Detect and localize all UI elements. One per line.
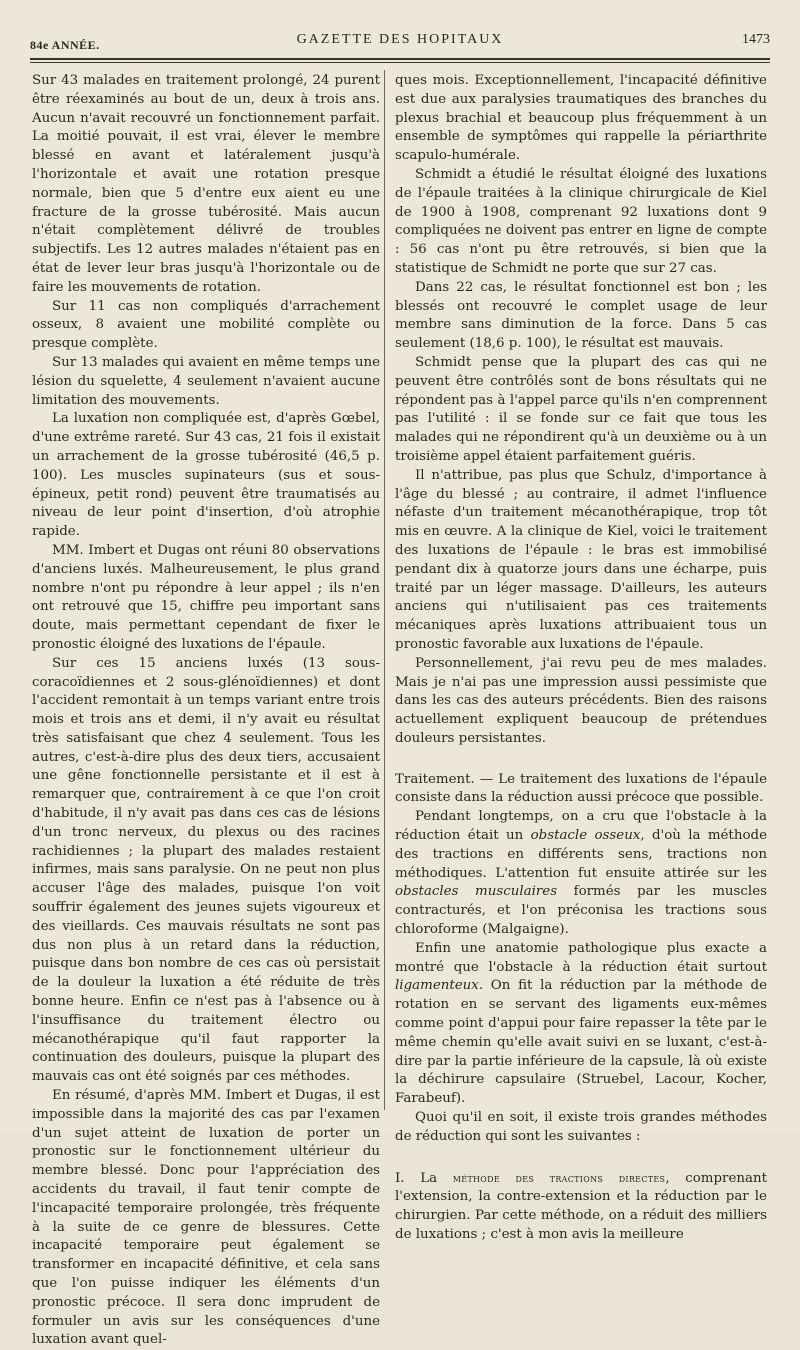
- paragraph: Sur ces 15 anciens luxés (13 sous-coracoïdiennes et 2 sous-glénoïdiennes) et dont l'accident remontait à un temps variant entre trois mois et trois ans et demi, il n'y avait eu résultat très satisfaisant que chez 4 seulement. Tous les autres, c'est-à-dire plus des deux tiers, accusaient une gêne fonctionnelle persistante et il est à remarquer que, contrairement à ce que l'on croit d'habitude, il n'y avait pas dans ces cas de lésions d'un tronc nerveux, du plexus ou des racines rachidiennes ; la plupart des malades restaient infirmes, mais sans paralysie. On ne peut non plus accuser l'âge des malades, puisque l'on voit souffrir également des jeunes sujets vigoureux et des vieillards. Ces mauvais résultats ne sont pas dus non plus à un retard dans la réduction, puisque dans bon nombre de ces cas où persistait de la douleur la luxation a été réduite de très bonne heure. Enfin ce n'est pas à l'absence ou à l'insuffisance du traitement électro ou mécanothérapique qu'il faut rapporter la continuation des douleurs, puisque la plupart des mauvais cas ont été soignés par ces méthodes.: [32, 655, 380, 1085]
- paragraph: Schmidt a étudié le résultat éloigné des luxations de l'épaule traitées à la clinique chirurgicale de Kiel de 1900 à 1908, comprenant 92 luxations dont 9 compliquées ne doivent pas entrer en ligne de compte : 56 cas n'ont pu être retrouvés, si bien que la statistique de Schmidt ne porte que sur 27 cas.: [395, 166, 767, 276]
- left-column: [32, 72, 380, 1348]
- section-traitement: Traitement. — Le traitement des luxations de l'épaule consiste dans la réduction aussi précoce que possible.: [395, 771, 767, 806]
- header-rule-thin: [30, 62, 770, 63]
- journal-title: GAZETTE DES HOPITAUX: [296, 32, 504, 47]
- issue-label: 84e ANNÉE.: [30, 38, 100, 52]
- paragraph: Quoi qu'il en soit, il existe trois grandes méthodes de réduction qui sont les suivantes :: [395, 1110, 767, 1144]
- small-caps-heading: méthode des tractions directes: [452, 1170, 666, 1185]
- paragraph: Sur 43 malades en traitement prolongé, 24 purent être réexaminés au bout de un, deux à trois ans. Aucun n'avait recouvré un fonctionnement parfait. La moitié pouvait, il est vrai, élever le membre blessé en avant et latéralement jusqu'à l'horizontale et avait une rotation presque normale, bien que 5 d'entre eux aient eu une fracture de la grosse tubérosité. Mais aucun n'était complètement délivré de troubles subjectifs. Les 12 autres malades n'étaient pas en état de lever leur bras jusqu'à l'horizontale ou de faire les mouvements de rotation.: [32, 73, 380, 295]
- paragraph: MM. Imbert et Dugas ont réuni 80 observations d'anciens luxés. Malheureusement, le plus grand nombre n'ont pu répondre à leur appel ; ils n'en ont retrouvé que 15, chiffre peu important sans doute, mais permettant cependant de fixer le pronostic éloigné des luxations de l'épaule.: [32, 542, 380, 652]
- paragraph: Schmidt pense que la plupart des cas qui ne peuvent être contrôlés sont de bons résultats qui ne répondent pas à l'appel parce qu'ils n'en comprennent pas l'utilité : il se fonde sur ce fait que tous les malades qui ne répondirent qu'à un deuxième ou à un troisième appel étaient parfaitement guéris.: [395, 354, 767, 464]
- paragraph: ques mois. Exceptionnellement, l'incapacité définitive est due aux paralysies traumatiques des branches du plexus brachial et beaucoup plus fréquemment à un ensemble de symptômes qui rappelle la périarthrite scapulo-humérale.: [395, 73, 767, 164]
- paragraph: Sur 11 cas non compliqués d'arrachement osseux, 8 avaient une mobilité complète ou presque complète.: [32, 298, 380, 352]
- text-run: formés par les muscles contracturés, et l'on préconisa les tractions sous chloroforme (Malgaigne).: [395, 884, 767, 938]
- paragraph-method-1: [395, 1169, 767, 1245]
- text-run: . On fit la réduction par la méthode de rotation en se servant des ligaments eux-mêmes comme point d'appui pour faire repasser la tête par le même chemin qu'elle avait suivi en se luxant, c'est-à-dire par la partie inférieure de la capsule, là où existe la déchirure capsulaire (Struebel, Lacour, Kocher, Farabeuf).: [395, 978, 767, 1107]
- paragraph: Il n'attribue, pas plus que Schulz, d'importance à l'âge du blessé ; au contraire, il admet l'influence néfaste d'un traitement mécanothérapique, trop tôt mis en œuvre. A la clinique de Kiel, voici le traitement des luxations de l'épaule : le bras est immobilisé pendant dix à quatorze jours dans une écharpe, puis traité par un léger massage. D'ailleurs, les auteurs anciens qui n'utilisaient pas ces traitements mécaniques après luxations attribuaient tous un pronostic favorable aux luxations de l'épaule.: [395, 467, 767, 652]
- paragraph: Dans 22 cas, le résultat fonctionnel est bon ; les blessés ont recouvré le complet usage de leur membre sans diminution de la force. Dans 5 cas seulement (18,6 p. 100), le résultat est mauvais.: [395, 279, 767, 352]
- text-run: Pendant longtemps, on a cru que l'obstacle à la réduction était un: [395, 809, 767, 844]
- emphasis: ligamenteux: [395, 978, 479, 994]
- emphasis: obstacle osseux: [530, 828, 641, 844]
- text-run: Enfin une anatomie pathologique plus exacte a montré que l'obstacle à la réduction était surtout: [395, 940, 767, 975]
- header-rule-thick: [30, 58, 770, 60]
- text-run: , d'où la méthode des tractions en différents sens, tractions non méthodiques. L'attention fut ensuite attirée sur les: [395, 828, 767, 881]
- paragraph: Personnellement, j'ai revu peu de mes malades. Mais je n'ai pas une impression aussi pessimiste que dans les cas des auteurs précédents. Bien des raisons actuellement expliquent beaucoup de prétendues douleurs persistantes.: [395, 655, 767, 746]
- page-header: [30, 30, 770, 54]
- paragraph: Sur 13 malades qui avaient en même temps une lésion du squelette, 4 seulement n'avaient aucune limitation des mouvements.: [32, 354, 380, 408]
- paragraph: [395, 940, 767, 1109]
- paragraph: La luxation non compliquée est, d'après Gœbel, d'une extrême rareté. Sur 43 cas, 21 fois il existait un arrachement de la grosse tubérosité (46,5 p. 100). Les muscles supinateurs (sus et sous-épineux, petit rond) peuvent être traumatisés au niveau de leur point d'insertion, d'où atrophie rapide.: [32, 411, 380, 540]
- right-column: [395, 72, 767, 1243]
- emphasis: obstacles musculaires: [395, 884, 558, 900]
- page-number: 1473: [742, 32, 770, 47]
- paragraph: [395, 808, 767, 940]
- column-divider: [384, 70, 385, 1110]
- paragraph: En résumé, d'après MM. Imbert et Dugas, il est impossible dans la majorité des cas par l'examen d'un sujet atteint de luxation de porter un pronostic sur le fonctionnement ultérieur du membre blessé. Donc pour l'appréciation des accidents du travail, il faut tenir compte de l'incapacité temporaire prolongée, très fréquente à la suite de ce genre de blessures. Cette incapacité temporaire peut également se transformer en incapacité définitive, et cela sans que l'on puisse indiquer les éléments d'un pronostic précoce. Il sera donc imprudent de formuler un avis sur les conséquences d'une luxation avant quel-: [32, 1088, 380, 1348]
- text-run: , comprenant l'extension, la contre-extension et la réduction par le chirurgien. Par cette méthode, on a réduit des milliers de luxations ; c'est à mon avis la meilleure: [395, 1170, 767, 1243]
- text-run: I. La: [395, 1170, 453, 1186]
